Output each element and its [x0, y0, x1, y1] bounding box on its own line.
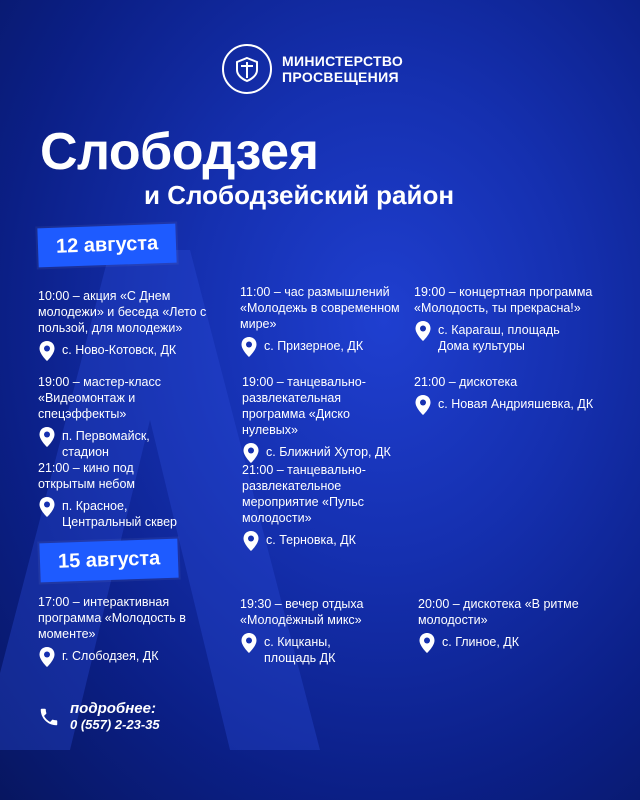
map-pin-icon	[240, 336, 258, 358]
event-place: с. Кицканы, площадь ДК	[264, 635, 336, 665]
event-place: с. Глиное, ДК	[442, 635, 520, 649]
ministry-logo	[222, 44, 403, 94]
ministry-name	[282, 53, 403, 85]
map-pin-icon	[242, 530, 260, 552]
ministry-logo-icon	[222, 44, 272, 94]
event-location	[414, 322, 614, 354]
event-location	[242, 532, 402, 552]
event-text: 21:00 – дискотека	[414, 375, 518, 389]
event-text: 17:00 – интерактивная программа «Молодость в моменте»	[38, 595, 186, 641]
logo-line-2: ПРОСВЕЩЕНИЯ	[282, 69, 399, 85]
event-place: с. Новая Андрияшевка, ДК	[438, 397, 594, 411]
date-badge-12: 12 августа	[37, 224, 176, 268]
event-place: с. Ближний Хутор, ДК	[266, 445, 391, 459]
event-location	[240, 634, 400, 666]
contact-block	[38, 700, 160, 733]
event-item	[242, 462, 402, 552]
map-pin-icon	[414, 394, 432, 416]
event-text: 10:00 – акция «С Днем молодежи» и беседа «Лето с пользой, для молодежи»	[38, 289, 207, 335]
event-item	[38, 460, 188, 530]
event-text: 19:30 – вечер отдыха «Молодёжный микс»	[240, 597, 364, 627]
event-item	[418, 596, 598, 654]
event-location	[242, 444, 402, 464]
event-place: с. Карагаш, площадь Дома культуры	[438, 323, 560, 353]
event-location	[38, 648, 198, 668]
phone-icon	[38, 706, 60, 728]
event-location	[240, 338, 410, 358]
event-text: 11:00 – час размышлений «Молодежь в современном мире»	[240, 285, 400, 331]
map-pin-icon	[242, 442, 260, 464]
event-item	[414, 374, 614, 416]
event-place: с. Ново-Котовск, ДК	[62, 343, 177, 357]
event-text: 19:00 – танцевально-развлекательная программа «Диско нулевых»	[242, 375, 366, 437]
event-text: 20:00 – дискотека «В ритме молодости»	[418, 597, 579, 627]
event-location	[418, 634, 598, 654]
event-item	[242, 374, 402, 464]
page-title: Слободзея	[40, 123, 319, 181]
event-item	[240, 284, 410, 358]
phone-number[interactable]: 0 (557) 2-23-35	[70, 717, 160, 732]
event-text: 19:00 – мастер-класс «Видеомонтаж и спецэффекты»	[38, 375, 161, 421]
event-item	[414, 284, 614, 354]
event-location	[38, 342, 218, 362]
map-pin-icon	[240, 632, 258, 654]
map-pin-icon	[38, 646, 56, 668]
event-place: г. Слободзея, ДК	[62, 649, 159, 663]
event-location	[414, 396, 614, 416]
event-place: п. Красное, Центральный сквер	[62, 499, 178, 529]
event-item	[38, 594, 198, 668]
event-text: 21:00 – кино под открытым небом	[38, 461, 136, 491]
map-pin-icon	[38, 496, 56, 518]
event-item	[38, 374, 198, 460]
map-pin-icon	[38, 340, 56, 362]
logo-line-1: МИНИСТЕРСТВО	[282, 53, 404, 69]
event-text: 21:00 – танцевально-развлекательное мероприятие «Пульс молодости»	[242, 463, 366, 525]
map-pin-icon	[418, 632, 436, 654]
more-info-label: подробнее:	[70, 700, 156, 717]
event-item	[38, 288, 218, 362]
event-location	[38, 428, 198, 460]
date-badge-15: 15 августа	[39, 539, 178, 583]
contact-texts	[70, 700, 160, 733]
map-pin-icon	[414, 320, 432, 342]
page-subtitle: и Слободзейский район	[144, 180, 455, 210]
event-place: с. Терновка, ДК	[266, 533, 356, 547]
map-pin-icon	[38, 426, 56, 448]
event-place: с. Призерное, ДК	[264, 339, 364, 353]
event-location	[38, 498, 188, 530]
event-place: п. Первомайск, стадион	[62, 429, 150, 459]
event-text: 19:00 – концертная программа «Молодость, ты прекрасна!»	[414, 285, 593, 315]
event-item	[240, 596, 400, 666]
